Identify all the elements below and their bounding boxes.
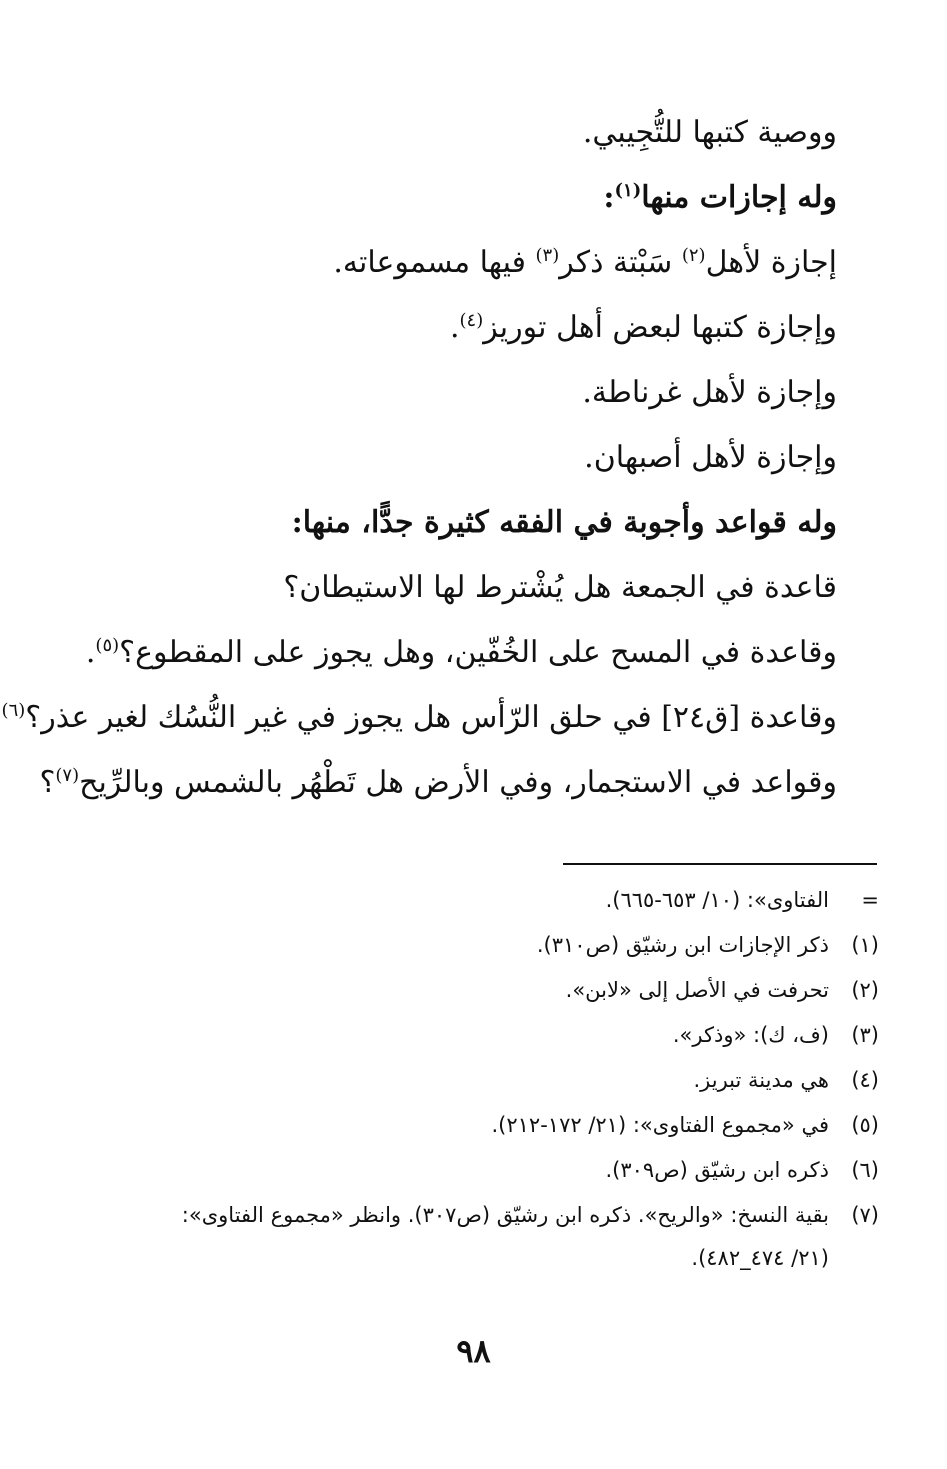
footnote-continuation bbox=[64, 878, 879, 923]
footnote-text: بقية النسخ: «والريح». ذكره ابن رشيّق (ص٣٠٧). وانظر «مجموع الفتاوى»: bbox=[181, 1203, 829, 1227]
footnote-number: (١) bbox=[851, 933, 879, 957]
footnote-number: (٧) bbox=[851, 1203, 879, 1227]
footnote-number: (٤) bbox=[851, 1068, 879, 1092]
footnote-marker: (٤) bbox=[459, 310, 484, 331]
footnote-text: الفتاوى»: (١٠/ ٦٥٣-٦٦٥). bbox=[605, 888, 829, 912]
text-line bbox=[1, 685, 837, 750]
footnote-text-continued: (٢١/ ٤٧٤_٤٨٢). bbox=[691, 1246, 829, 1270]
text-line bbox=[97, 555, 837, 620]
footnote-item bbox=[64, 1193, 879, 1238]
line-text: وقاعدة في المسح على الخُفّين، وهل يجوز على المقطوع؟ bbox=[119, 635, 837, 670]
text-line bbox=[97, 295, 837, 360]
text-line bbox=[97, 165, 837, 230]
footnote-number: (٦) bbox=[851, 1158, 879, 1182]
footnote-separator bbox=[563, 863, 877, 865]
line-text-tail: ؟ bbox=[39, 765, 56, 800]
line-text: وإجازة لأهل غرناطة. bbox=[582, 375, 837, 410]
line-text: وقاعدة [ق٢٤] في حلق الرّأس هل يجوز في غير النُّسُك لغير عذر؟ bbox=[25, 700, 837, 735]
footnote-item bbox=[64, 968, 879, 1013]
footnote-marker: (٣) bbox=[535, 245, 560, 266]
text-line bbox=[39, 750, 837, 815]
footnote-text: هي مدينة تبريز. bbox=[693, 1068, 829, 1092]
line-text: وقواعد في الاستجمار، وفي الأرض هل تَطْهُر بالشمس وبالرِّيح bbox=[79, 765, 837, 800]
line-text: ووصية كتبها للتُّجِيبي. bbox=[582, 115, 837, 150]
line-text: قاعدة في الجمعة هل يُشْترط لها الاستيطان؟ bbox=[283, 570, 837, 605]
line-text-tail: فيها مسموعاته. bbox=[333, 245, 536, 280]
line-text: وله إجازات منها bbox=[641, 180, 837, 215]
footnote-item bbox=[64, 1103, 879, 1148]
footnote-item bbox=[64, 1013, 879, 1058]
footnote-item bbox=[64, 1058, 879, 1103]
line-text: وله قواعد وأجوبة في الفقه كثيرة جدًّا، منها: bbox=[291, 505, 837, 540]
footnote-number: (٥) bbox=[851, 1113, 879, 1137]
footnote-number: = bbox=[861, 888, 879, 912]
text-line bbox=[85, 620, 837, 685]
footnote-marker: (٦) bbox=[1, 700, 26, 721]
main-text bbox=[1, 100, 837, 815]
footnote-item bbox=[64, 1148, 879, 1193]
footnote-marker: (٧) bbox=[55, 765, 80, 786]
line-text: إجازة لأهل bbox=[705, 245, 837, 280]
line-text-tail: . bbox=[85, 635, 96, 670]
line-text-tail: . bbox=[449, 310, 460, 345]
text-line bbox=[97, 425, 837, 490]
footnote-text: ذكره ابن رشيّق (ص٣٠٩). bbox=[605, 1158, 829, 1182]
footnote-text: تحرفت في الأصل إلى «لابن». bbox=[565, 978, 829, 1002]
footnotes bbox=[64, 878, 879, 1278]
page-number: ٩٨ bbox=[456, 1332, 491, 1370]
footnote-text: في «مجموع الفتاوى»: (٢١/ ١٧٢-٢١٢). bbox=[491, 1113, 829, 1137]
text-line bbox=[97, 230, 837, 295]
line-text: وإجازة كتبها لبعض أهل توريز bbox=[483, 310, 837, 345]
text-line bbox=[97, 490, 837, 555]
text-line bbox=[97, 100, 837, 165]
footnote-marker: (١) bbox=[614, 180, 642, 201]
footnote-number: (٣) bbox=[851, 1023, 879, 1047]
footnote-item bbox=[64, 923, 879, 968]
line-text-tail: سَبْتة ذكر bbox=[559, 245, 682, 280]
line-text-tail: : bbox=[603, 180, 615, 215]
line-text: وإجازة لأهل أصبهان. bbox=[584, 440, 837, 475]
text-line bbox=[97, 360, 837, 425]
footnote-number: (٢) bbox=[851, 978, 879, 1002]
footnote-text: (ف، ك): «وذكر». bbox=[672, 1023, 829, 1047]
footnote-marker: (٢) bbox=[681, 245, 706, 266]
footnote-marker: (٥) bbox=[95, 635, 120, 656]
footnote-text: ذكر الإجازات ابن رشيّق (ص٣١٠). bbox=[536, 933, 829, 957]
